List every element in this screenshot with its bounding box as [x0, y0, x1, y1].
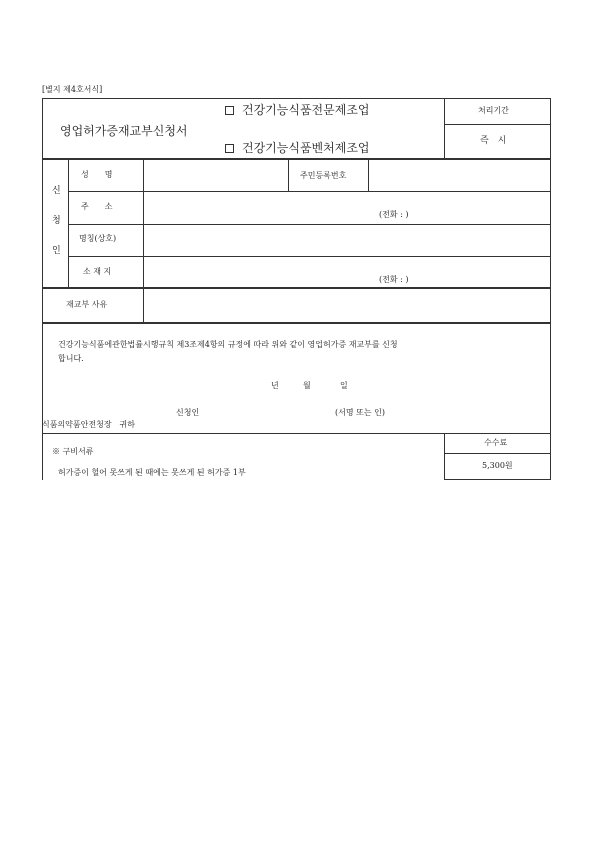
fee-value: 5,300원: [482, 461, 513, 470]
recipient: 식품의약품안전청장 귀하: [42, 420, 136, 429]
processing-period-value: 즉 시: [480, 136, 507, 146]
reason-field[interactable]: [144, 289, 550, 322]
form-number-label: [별지 제4호서식]: [42, 85, 103, 94]
address-phone: (전화 : ): [379, 210, 409, 219]
date-year: 년: [271, 381, 279, 390]
name-label: 성 명: [81, 170, 113, 179]
attachments-item: 허가증이 헐어 못쓰게 된 때에는 못쓰게 된 허가증 1부: [58, 468, 246, 477]
resident-number-field[interactable]: [369, 160, 550, 190]
date-month: 월: [303, 381, 311, 390]
business-name-field[interactable]: [144, 225, 550, 255]
location-field[interactable]: [144, 257, 550, 287]
applicant-sign-label: 신청인: [176, 408, 200, 417]
business-name-label: 명칭(상호): [79, 234, 117, 243]
name-field[interactable]: [144, 160, 287, 190]
applicant-sign-field[interactable]: [205, 404, 330, 418]
page-title: 영업허가증재교부신청서: [60, 124, 188, 138]
applicant-label-3: 인: [52, 246, 61, 256]
location-label: 소 재 지: [83, 267, 112, 276]
option-checkbox-specialized[interactable]: [225, 106, 234, 115]
resident-number-label: 주민등록번호: [300, 171, 347, 180]
date-day: 일: [340, 381, 348, 390]
processing-period-header: 처리기간: [478, 106, 509, 115]
option-label-specialized: 건강기능식품전문제조업: [242, 103, 370, 117]
attachments-header: ※ 구비서류: [52, 447, 94, 456]
location-phone: (전화 : ): [379, 275, 409, 284]
statement-text: 건강기능식품에관한법률시행규칙 제3조제4항의 규정에 따라 위와 같이 영업허가증 재교부를 신청: [58, 340, 398, 349]
address-label: 주 소: [81, 202, 113, 211]
reason-label: 재교부 사유: [66, 300, 108, 309]
signature-note: (서명 또는 인): [335, 408, 385, 417]
fee-header: 수수료: [484, 438, 508, 447]
applicant-label-1: 신: [52, 186, 61, 196]
option-label-venture: 건강기능식품벤처제조업: [242, 141, 370, 155]
address-field[interactable]: [144, 192, 550, 223]
option-checkbox-venture[interactable]: [225, 144, 234, 153]
statement-text-cont: 합니다.: [58, 354, 84, 363]
applicant-label-2: 청: [52, 216, 61, 226]
